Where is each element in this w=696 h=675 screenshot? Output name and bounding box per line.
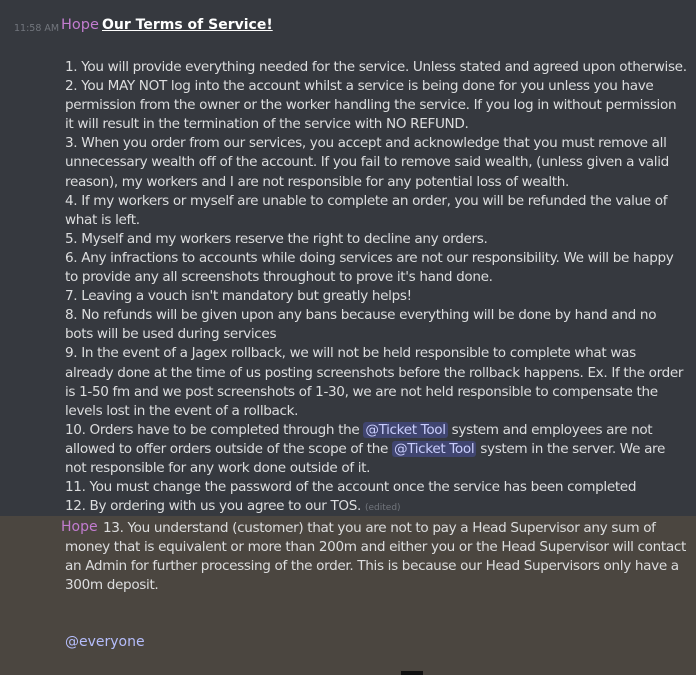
term-item-1: 1. You will provide everything needed for the service. Unless stated and agreed upon otherwise.: [65, 59, 687, 75]
term-10-part-2: system and employees are not allowed to offer orders outside of the scope of the: [65, 421, 653, 457]
term-item-6: 6. Any infractions to accounts while doing services are not our responsibility. We will be happy to provide any all screenshots throughout to prove it's hand done.: [65, 249, 674, 286]
highlighted-message: [0, 516, 696, 675]
message-header: [0, 15, 696, 37]
ticket-tool-mention[interactable]: @Ticket Tool: [393, 440, 475, 457]
term-10-part-1: 10. Orders have to be completed through the: [65, 421, 364, 438]
term-item-3: 3. When you order from our services, you accept and acknowledge that you must remove all unnecessary wealth off of the account. If you fail to remove said wealth, (unless given a valid reason), my workers and I are not responsible for any potential loss of wealth.: [65, 135, 669, 190]
message-username[interactable]: Hope: [61, 519, 98, 535]
term-item-13: 13. You understand (customer) that you are not to pay a Head Supervisor any sum of money that is equivalent or more than 200m and either you or the Head Supervisor will contact an Admin for further processing of the order. This is because our Head Supervisors only have a 300m deposit.: [65, 520, 686, 594]
term-item-4: 4. If my workers or myself are unable to complete an order, you will be refunded the value of what is left.: [65, 192, 668, 228]
message-timestamp: 11:58 AM: [14, 23, 60, 34]
message-title: Our Terms of Service!: [102, 17, 273, 33]
everyone-mention[interactable]: @everyone: [65, 634, 145, 650]
term-item-7: 7. Leaving a vouch isn't mandatory but greatly helps!: [65, 288, 412, 305]
term-item-5: 5. Myself and my workers reserve the right to decline any orders.: [65, 230, 488, 247]
message-username[interactable]: Hope: [61, 17, 99, 33]
term-item-10: [65, 421, 687, 478]
term-10-part-3: system in the server. We are not responsible for any work done outside of it.: [65, 440, 666, 476]
term-item-11: 11. You must change the password of the account once the service has been completed: [65, 479, 637, 496]
term-12-text: 12. By ordering with us you agree to our TOS.: [65, 498, 362, 515]
term-item-2: 2. You MAY NOT log into the account whilst a service is being done for you unless you have permission from the owner or the worker handling the service. If you log in without permission it will result in the termination of the service with NO REFUND.: [65, 78, 677, 133]
term-item-9: 9. In the event of a Jagex rollback, we will not be held responsible to complete what was already done at the time of us posting screenshots before the rollback happens. Ex. If the order is 1-50 fm and we post screenshots of 1-30, we are not held responsible to compensate the levels lost in the event of a rollback.: [65, 345, 684, 419]
scroll-indicator: [401, 671, 423, 675]
term-item-8: 8. No refunds will be given upon any bans because everything will be done by hand and no bots will be used during services: [65, 307, 657, 343]
edited-indicator: (edited): [365, 503, 401, 514]
ticket-tool-mention[interactable]: @Ticket Tool: [365, 421, 446, 438]
terms-list: [65, 58, 687, 518]
